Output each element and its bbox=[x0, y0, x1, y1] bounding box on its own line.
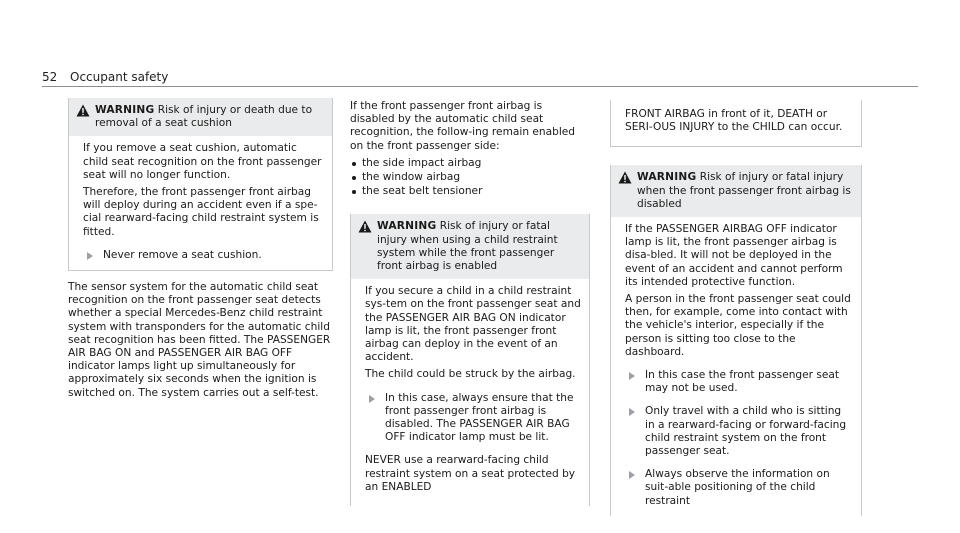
warning-paragraph: If you remove a seat cushion, automatic child seat recognition on the front passenger seat will no longer function. bbox=[83, 142, 322, 181]
warning-paragraph: If you secure a child in a child restraint sys-tem on the front passenger seat and the PASSENGER AIR BAG ON indicator lamp is lit, the front passenger front airbag can deploy in the event of an accident. bbox=[365, 285, 581, 364]
warning-triangle-icon bbox=[358, 220, 372, 233]
warning-paragraph: NEVER use a rearward-facing child restraint system on a seat protected by an ENABLED bbox=[365, 454, 576, 493]
enabled-items-list bbox=[350, 157, 590, 199]
arrow-right-icon bbox=[629, 471, 635, 479]
instruction-text: In this case, always ensure that the front passenger front airbag is disabled. The PASSENGER AIR BAG OFF indicator lamp must be lit. bbox=[385, 391, 574, 444]
warning-paragraph: FRONT AIRBAG in front of it, DEATH or SERI-OUS INJURY to the CHILD can occur. bbox=[625, 108, 843, 134]
instruction-step bbox=[365, 392, 581, 445]
warning-box-continued bbox=[610, 100, 862, 147]
warning-paragraph: A person in the front passenger seat could then, for example, come into contact with the vehicle's interior, especially if the person is sitting too close to the dashboard. bbox=[625, 293, 851, 358]
arrow-right-icon bbox=[87, 252, 93, 260]
column-right bbox=[610, 100, 862, 526]
warning-title: Risk of injury or fatal injury when the front passenger front airbag is disabled bbox=[637, 171, 851, 210]
warning-body bbox=[611, 102, 861, 146]
warning-body bbox=[351, 279, 589, 506]
warning-header bbox=[69, 98, 332, 136]
arrow-right-icon bbox=[629, 372, 635, 380]
warning-label: WARNING bbox=[637, 171, 697, 184]
page-number: 52 bbox=[42, 70, 58, 84]
list-item: the side impact airbag bbox=[350, 157, 590, 170]
instruction-text: Always observe the information on suit-able positioning of the child restraint bbox=[645, 468, 830, 507]
warning-triangle-icon bbox=[76, 104, 90, 117]
list-item: the window airbag bbox=[350, 171, 590, 184]
warning-paragraph: If the PASSENGER AIRBAG OFF indicator lamp is lit, the front passenger airbag is disa-bled. It will not be deployed in the event of an accident and cannot perform its intended protective function. bbox=[625, 223, 843, 288]
warning-box-airbag-disabled bbox=[610, 165, 862, 515]
intro-paragraph: If the front passenger front airbag is disabled by the automatic child seat recognition, the follow-ing remain enabled on the front passenger side: bbox=[350, 100, 576, 152]
instruction-step bbox=[625, 369, 853, 395]
instruction-step bbox=[625, 468, 853, 508]
warning-label: WARNING bbox=[95, 104, 155, 116]
instruction-text: Only travel with a child who is sitting in a rearward-facing or forward-facing child restraint system on the front passenger seat. bbox=[645, 405, 847, 458]
warning-header bbox=[611, 165, 861, 217]
warning-title: Risk of injury or fatal injury when using a child restraint system while the front passenger front airbag is enabled bbox=[377, 220, 558, 273]
arrow-right-icon bbox=[629, 408, 635, 416]
arrow-right-icon bbox=[369, 395, 375, 403]
header-rule bbox=[42, 86, 918, 87]
section-title: Occupant safety bbox=[70, 70, 169, 84]
warning-body bbox=[611, 217, 861, 516]
warning-box-child-restraint bbox=[350, 214, 590, 506]
column-left bbox=[68, 98, 333, 400]
warning-label: WARNING bbox=[377, 220, 437, 233]
instruction-text: In this case the front passenger seat may not be used. bbox=[645, 369, 840, 395]
instruction-step bbox=[83, 249, 324, 262]
warning-title: Risk of injury or death due to removal of a seat cushion bbox=[95, 104, 313, 130]
warning-body bbox=[69, 136, 332, 270]
warning-paragraph: The child could be struck by the airbag. bbox=[365, 368, 576, 381]
column-middle bbox=[350, 100, 590, 516]
warning-paragraph: Therefore, the front passenger front airbag will deploy during an accident even if a spe-cial rearward-facing child restraint system is fitted. bbox=[83, 186, 319, 238]
instruction-text: Never remove a seat cushion. bbox=[103, 248, 262, 261]
sensor-system-paragraph: The sensor system for the automatic child seat recognition on the front passenger seat detects whether a special Mercedes-Benz child restraint system with transponders for the automatic child seat recognition has been fitted. The PASSENGER AIR BAG ON and PASSENGER AIR BAG OFF indicator lamps light up simultaneously for approximately six seconds when the ignition is switched on. The system carries out a self-test. bbox=[68, 281, 331, 399]
warning-box-seat-cushion bbox=[68, 98, 333, 271]
list-item: the seat belt tensioner bbox=[350, 185, 590, 198]
instruction-step bbox=[625, 405, 853, 458]
warning-triangle-icon bbox=[618, 171, 632, 184]
warning-header bbox=[351, 214, 589, 279]
